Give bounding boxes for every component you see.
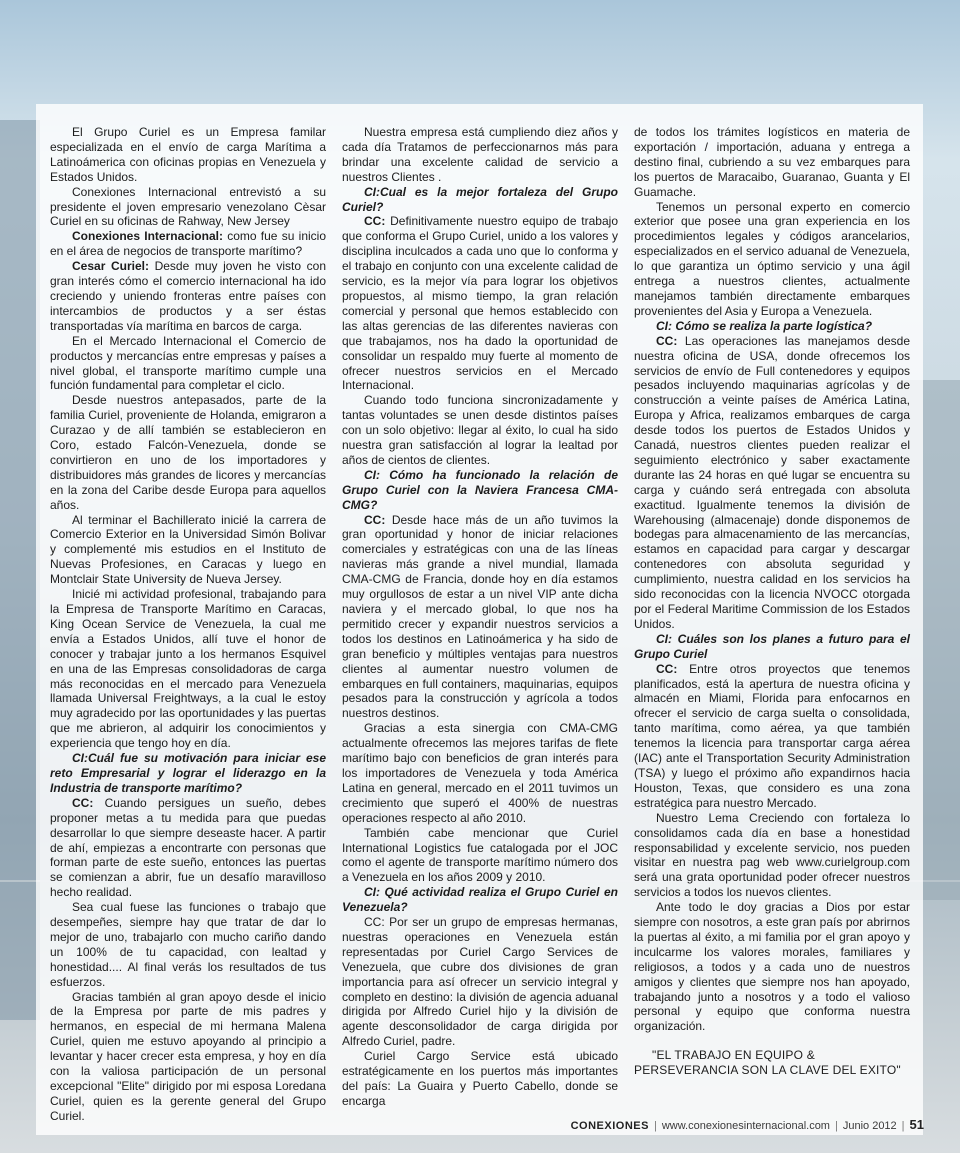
article-paragraph	[50, 125, 326, 185]
article-paragraph	[634, 334, 910, 632]
article-paragraph	[50, 229, 326, 259]
article-paragraph	[342, 393, 618, 468]
interview-question	[634, 319, 910, 334]
article-paragraph	[50, 259, 326, 334]
speaker-label: Cesar Curiel:	[72, 259, 149, 274]
page-number: 51	[909, 1117, 924, 1132]
interview-question	[342, 468, 618, 513]
article-paragraph	[342, 513, 618, 722]
paragraph-text: como fue su inicio en el área de negocios de transporte marítimo?	[50, 229, 326, 259]
article-paragraph	[342, 826, 618, 886]
article-paragraph	[50, 990, 326, 1124]
paragraph-text: Definitivamente nuestro equipo de trabajo que conforma el Grupo Curiel, unido a los valores y disciplina inculcados a cada uno que lo conforma y el trabajo en conjunto con una excelente calidad de servicio, es la mejor vía para lograr los objetivos propuestos, al mismo tiempo, la gran relación comercial y personal que hemos establecido con las altas gerencias de las diferentes navieras con que trabajamos, nos ha dado la oportunidad de consolidar un respaldo muy fuerte al momento de ofrecer nuestros servicios en el Mercado Internacional.	[342, 214, 618, 393]
paragraph-text: Sea cual fuese las funciones o trabajo que desempeñes, siempre hay que tratar de dar lo mejor de uno, trabajarlo con mucho cariño dando un 100% de tu capacidad, con lealtad y honestidad.... Al final verás los resultados de tus esfuerzos.	[50, 900, 326, 989]
article-paragraph	[50, 513, 326, 588]
speaker-label: CC:	[656, 661, 678, 676]
article-paragraph	[50, 900, 326, 989]
paragraph-text: de todos los trámites logísticos en materia de exportación / importación, aduana y entrega a destino final, cubriendo a su vez embarques para los puertos de Maracaibo, Guaranao, Guanta y El Guamache.	[634, 125, 910, 199]
paragraph-text: Cuando todo funciona sincronizadamente y tantas voluntades se unen desde distintos países con un solo objetivo: llegar al éxito, lo cual ha sido nuestra gran satisfacción al lograr la lealtad por años de cientos de clientes.	[342, 393, 618, 467]
paragraph-text: Inicié mi actividad profesional, trabajando para la Empresa de Transporte Marítimo en Caracas, King Ocean Service de Venezuela, la cual me envía a Estados Unidos, allí tuve el honor de conocer y trabajar junto a los hermanos Esquivel en una de las Empresas consolidadoras de carga más reconocidas en el mercado para Venezuela llamada Universal Freightways, a la cual le estoy muy agradecido por las oportunidades y las puertas que me abrieron, al adquirir los conocimientos y experiencia que tengo hoy en día.	[50, 587, 326, 751]
paragraph-text: El Grupo Curiel es un Empresa familar especializada en el envío de carga Marítima a Latinoámerica con oficinas propias en Venezuela y Estados Unidos.	[50, 125, 326, 184]
paragraph-text: Ante todo le doy gracias a Dios por estar siempre con nosotros, a este gran país por abrirnos la puertas al éxito, a mi familia por el gran apoyo y inculcarme los valores morales, familiares y religiosos, a todos y a cada uno de nuestros amigos y clientes que siempre nos han apoyado, trabajando junto a nosotros y a todo el valioso personal y equipo que conforma nuestra organización.	[634, 900, 910, 1034]
paragraph-text: Conexiones Internacional entrevistó a su presidente el joven empresario venezolano Cèsar Curiel en su oficinas de Rahway, New Jersey	[50, 184, 326, 229]
article-column-1	[50, 125, 326, 1123]
speaker-label: CC:	[364, 214, 386, 229]
article-paragraph	[342, 214, 618, 393]
interview-question	[50, 751, 326, 796]
paragraph-text: CI:Cual es la mejor fortaleza del Grupo Curiel?	[342, 184, 618, 214]
paragraph-text: Cuando persigues un sueño, debes proponer metas a tu medida para que puedas desarrollar lo que siempre deseaste hacer. A partir de ahí, empiezas a encontrarte con personas que forman parte de este sueño, entonces las puertas se comienzan a abrir, fue un desafío maravilloso hecho realidad.	[50, 795, 326, 900]
article-paragraph	[342, 1049, 618, 1109]
paragraph-text: Las operaciones las manejamos desde nuestra oficina de USA, donde ofrecemos los servicios de envío de Full contenedores y equipos pesados incluyendo maquinarias agrícolas y de construcción a veinte países de América Latina, Europa y Africa, realizamos embarques de carga desde todos los puertos de Estados Unidos y Canadá, nuestros clientes pueden realizar el seguimiento electrónico y saber exactamente durante las 24 horas en qué lugar se encuentra su carga y cuándo será entregada con absoluta exactitud. Igualmente tenemos la división de Warehousing (almacenaje) donde disponemos de bodegas para almacenamiento de las mercancías, estamos en capacidad para cargar y descargar contenedores con absoluta seguridad y cumplimiento, nuestra calidad en los servicios ha sido reconocidas con la licencia NVOCC otorgada por el Federal Maritime Commission de los Estados Unidos.	[634, 333, 910, 631]
speaker-label: CC:	[364, 512, 386, 527]
footer-brand: CONEXIONES	[570, 1120, 649, 1132]
interview-question	[342, 185, 618, 215]
paragraph-text: Desde muy joven he visto con gran interés cómo el comercio internacional ha ido creciendo y uniendo fronteras entre países con intercambios de productos y a ser éstas transportadas vía marítima en barcos de carga.	[50, 259, 326, 333]
paragraph-text: En el Mercado Internacional el Comercio de productos y mercancías entre empresas y países a nivel global, el transporte marítimo cumple una función fundamental para completar el ciclo.	[50, 333, 326, 393]
article-paragraph	[50, 393, 326, 512]
paragraph-text: Al terminar el Bachillerato inicié la carrera de Comercio Exterior en la Universidad Simón Bolivar y complementé mis estudios en el Instituto de Nuevas Profesiones, en Caracas y luego en Montclair State University de Nueva Jersey.	[50, 512, 326, 587]
paragraph-text: Desde hace más de un año tuvimos la gran oportunidad y honor de iniciar relaciones comerciales y estratégicas con una de las líneas navieras más grande a nivel mundial, llamada CMA-CMG de Francia, donde hoy en día estamos muy orgullosos de estar a un nivel VIP ante dicha naviera y el mercado global, lo que nos ha permitido crecer y expandir nuestros servicios a todos los destinos en Latinoámerica y ha sido de gran beneficio y múltiples ventajas para nuestros clientes al aumentar nuestro volumen de embarques en full containers, maquinarias, equipos pesados para la construcción y agrícola a todos nuestros destinos.	[342, 512, 618, 721]
article-paragraph	[50, 185, 326, 230]
paragraph-text: Nuestra empresa está cumpliendo diez años y cada día Tratamos de perfeccionarnos más para brindar una excelente calidad de servicio a nuestros Clientes .	[342, 125, 618, 184]
speaker-label: Conexiones Internacional:	[72, 229, 223, 244]
paragraph-text: También cabe mencionar que Curiel International Logistics fue catalogada por el JOC como el agente de transporte marítimo número dos a Venezuela en los años 2009 y 2010.	[342, 825, 618, 885]
article-paragraph	[634, 900, 910, 1034]
paragraph-text: Nuestro Lema Creciendo con fortaleza lo consolidamos cada día en base a honestidad responsabilidad y excelente servicio, nos pueden visitar en nuestra pag web www.curielgroup.com será una grata oportunidad poder ofrecer nuestros servicios a todos los nuevos clientes.	[634, 810, 910, 900]
background-building-left	[0, 120, 40, 1020]
paragraph-text: CI: Cómo ha funcionado la relación de Grupo Curiel con la Naviera Francesa CMA-CMG?	[342, 467, 618, 512]
paragraph-text: CI: Cómo se realiza la parte logística?	[656, 318, 873, 333]
footer-date: Junio 2012	[842, 1120, 897, 1132]
paragraph-text: CI: Qué actividad realiza el Grupo Curiel en Venezuela?	[342, 885, 618, 915]
article-paragraph	[634, 811, 910, 900]
article-columns	[50, 125, 910, 1123]
interview-question	[634, 632, 910, 662]
paragraph-text: Gracias a esta sinergia con CMA-CMG actualmente ofrecemos las mejores tarifas de flete marítimo bajo con beneficios de gran interés para los importadores de Venezuela y toda América Latina en general, mercado en el 2011 tuvimos un crecimiento que superó el 400% de nuestras operaciones respecto al año 2010.	[342, 721, 618, 825]
closing-quote	[634, 1048, 910, 1078]
article-paragraph	[634, 200, 910, 319]
paragraph-text: Tenemos un personal experto en comercio exterior que posee una gran experiencia en los procedimientos legales y códigos arancelarios, especializados en el servico aduanal de Venezuela, lo que garantiza un óptimo servicio y una ágil entrega a nuestros clientes, actualmente manejamos también directamente embarques provenientes del Asia y Europa a Venezuela.	[634, 199, 910, 318]
article-paragraph	[50, 796, 326, 900]
page-footer	[571, 1117, 924, 1132]
speaker-label: CC:	[656, 333, 678, 348]
article-paragraph	[342, 125, 618, 185]
paragraph-text: CC: Por ser un grupo de empresas hermanas, nuestras operaciones en Venezuela están representadas por Curiel Cargo Services de Venezuela, que cubre dos divisiones de gran importancia para así ofrecer un servicio integral y completo en destino: la división de agencia aduanal dirigida por Alfredo Curiel hijo y la división de agente desconsolidador de carga dirigida por Alfredo Curiel, padre.	[342, 915, 618, 1049]
footer-separator: |	[901, 1120, 905, 1132]
paragraph-text: CI: Cuáles son los planes a futuro para el Grupo Curiel	[634, 631, 910, 661]
paragraph-text: Desde nuestros antepasados, parte de la familia Curiel, proveniente de Holanda, emigraron a Curazao y de allí también se establecieron en Coro, estado Falcón-Venezuela, donde se convirtieron en uno de los importadores y distribuidores más grandes de licores y mercancías en la zona del Caribe desde Europa para aquellos años.	[50, 393, 326, 512]
footer-url[interactable]: www.conexionesinternacional.com	[661, 1120, 830, 1132]
article-paragraph	[634, 125, 910, 200]
footer-separator: |	[834, 1120, 838, 1132]
article-paragraph	[342, 721, 618, 825]
paragraph-text: Curiel Cargo Service está ubicado estratégicamente en los puertos más importantes del país: La Guaira y Puerto Cabello, donde se encarga	[342, 1049, 618, 1108]
paragraph-text: "EL TRABAJO EN EQUIPO & PERSEVERANCIA SON LA CLAVE DEL EXITO"	[634, 1048, 901, 1078]
article-paragraph	[50, 587, 326, 751]
paragraph-text: CI:Cuál fue su motivación para iniciar ese reto Empresarial y lograr el liderazgo en la Industria de transporte marítimo?	[50, 751, 326, 795]
interview-question	[342, 885, 618, 915]
article-paragraph	[634, 662, 910, 811]
paragraph-text: Entre otros proyectos que tenemos planificados, está la apertura de nuestra oficina y almacén en Miami, Florida para enfocarnos en ofrecer el servicio de carga suelta o consolidada, tanto marítima, como aérea, ya que también tenemos la licencia para transportar carga aérea (IAC) ante el Transportation Security Administration (TSA) y luego el próximo año expandirnos hacia Houston, Texas, que considero es una zona estratégica para nuestro Mercado.	[634, 661, 910, 810]
article-paragraph	[50, 334, 326, 394]
article-column-2	[342, 125, 618, 1108]
speaker-label: CC:	[72, 795, 94, 810]
article-paragraph	[342, 915, 618, 1049]
article-column-3	[634, 125, 910, 1105]
footer-separator: |	[653, 1120, 657, 1132]
paragraph-text: Gracias también al gran apoyo desde el inicio de la Empresa por parte de mis padres y hermanos, en especial de mi hermana Malena Curiel, quien me estuvo apoyando al principio a levantar y hacer crecer esta empresa, y hoy en día con la valiosa participación de un personal excepcional "Elite" dirigido por mi esposa Loredana Curiel, quien es la gerente general del Grupo Curiel.	[50, 989, 326, 1123]
